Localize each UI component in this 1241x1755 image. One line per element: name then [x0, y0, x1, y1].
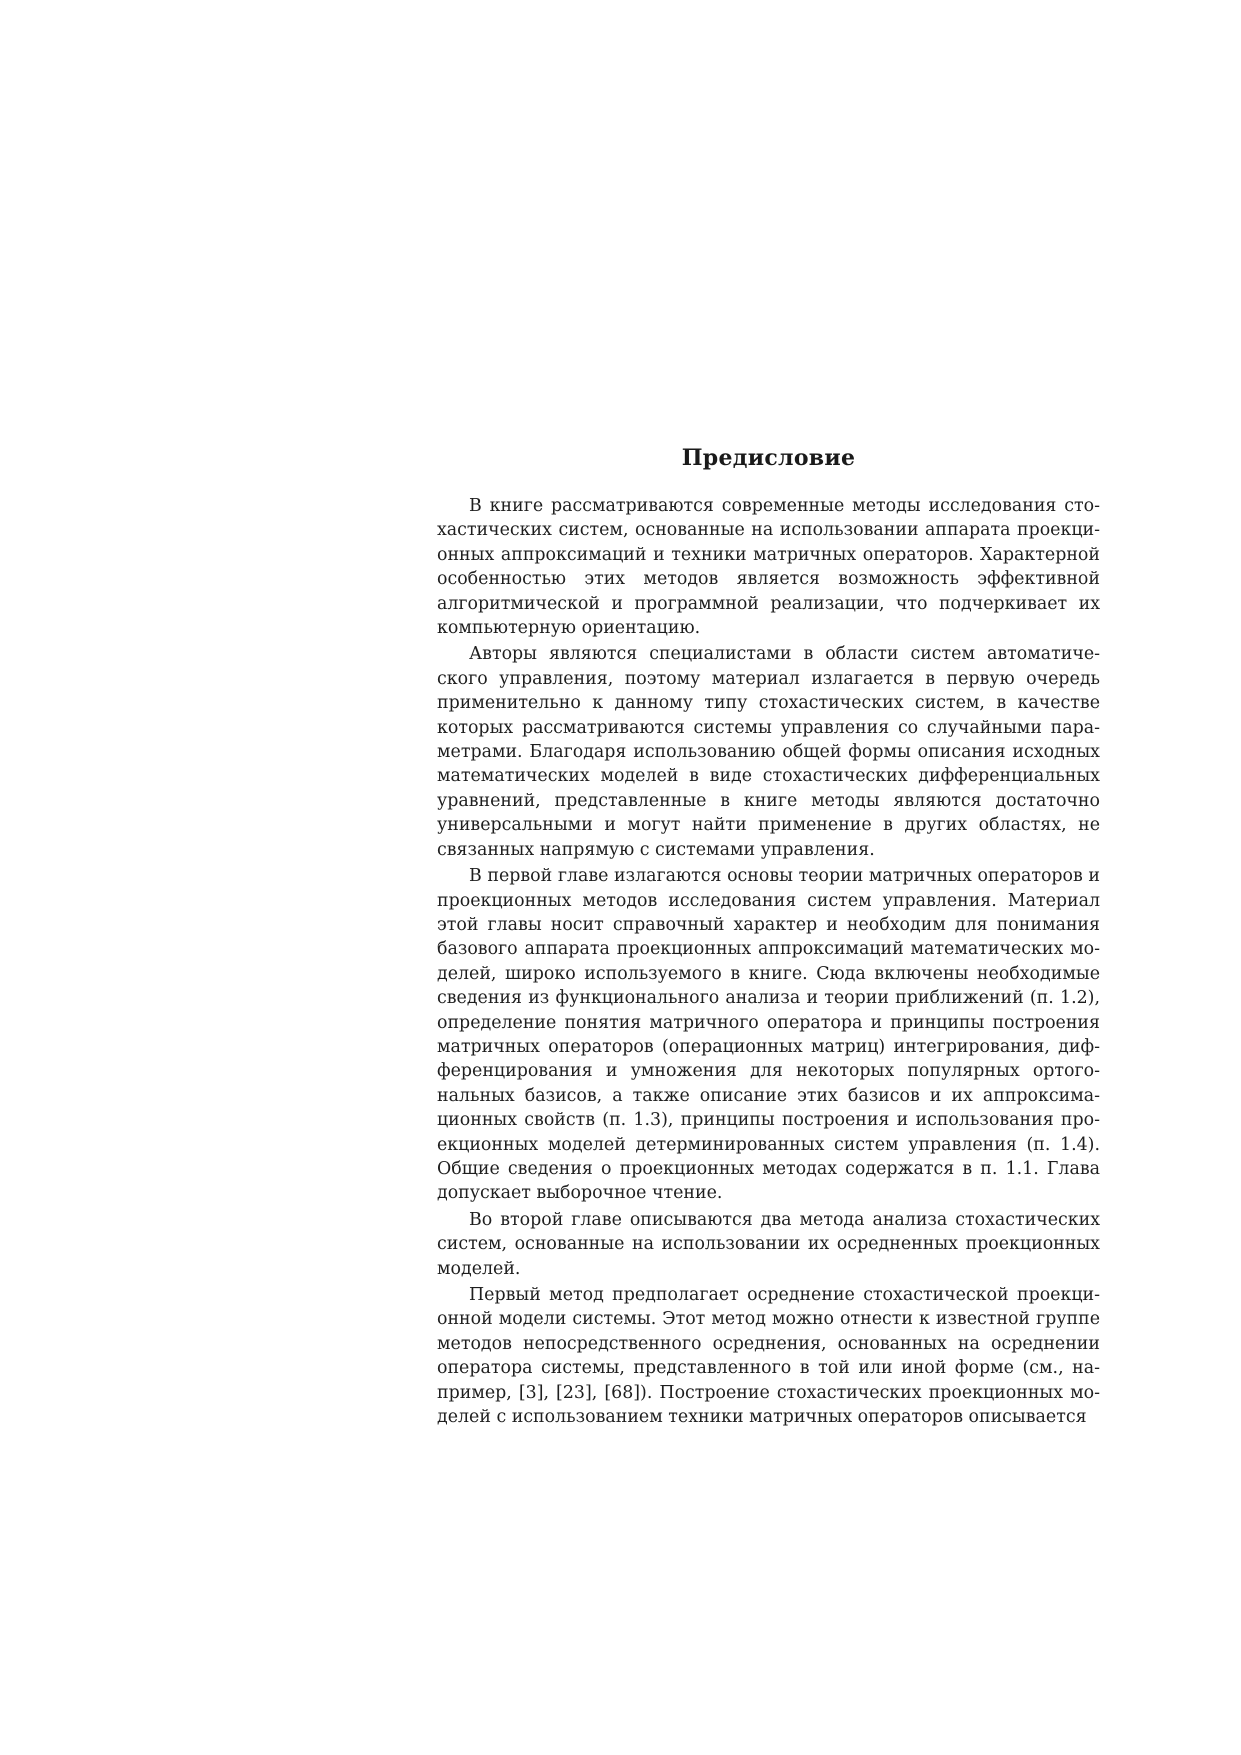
paragraph: Авторы являются специалистами в области систем автоматического управления, поэтому материал излагается в первую очередь применительно к данному типу стохастических систем, в качестве которых рассматриваются системы управления со случайными параметрами. Благодаря использованию общей формы описания исходных математических моделей в виде стохастических дифференциальных уравнений, представленные в книге методы являются достаточно универсальными и могут найти применение в других областях, не связанных напрямую с системами управления. [437, 644, 1100, 860]
paragraph: В первой главе излагаются основы теории матричных операторов и проекционных методов исследования систем управления. Материал этой главы носит справочный характер и необходим для понимания базового аппарата проекционных аппроксимаций математических моделей, широко используемого в книге. Сюда включены необходимые сведения из функционального анализа и теории приближений (п. 1.2), определение понятия матричного оператора и принципы построения матричных операторов (операционных матриц) интегрирования, дифференцирования и умножения для некоторых популярных ортогональных базисов, а также описание этих базисов и их аппроксимационных свойств (п. 1.3), принципы построения и использования проекционных моделей детерминированных систем управления (п. 1.4). Общие сведения о проекционных методах содержатся в п. 1.1. Глава допускает выборочное чтение. [437, 866, 1100, 1204]
preface-section [437, 444, 1100, 1431]
paragraph: В книге рассматриваются современные методы исследования стохастических систем, основанные на использовании аппарата проекционных аппроксимаций и техники матричных операторов. Характерной особенностью этих методов является возможность эффективной алгоритмической и программной реализации, что подчеркивает их компьютерную ориентацию. [437, 496, 1100, 639]
paragraph: Во второй главе описываются два метода анализа стохастических систем, основанные на использовании их осредненных проекционных моделей. [437, 1209, 1100, 1279]
paragraph: Первый метод предполагает осреднение стохастической проекционной модели системы. Этот метод можно отнести к известной группе методов непосредственного осреднения, основанных на осреднении оператора системы, представленного в той или иной форме (см., например, [3], [23], [68]). Построение стохастических проекционных моделей с использованием техники матричных операторов описывается [437, 1285, 1100, 1428]
page-title: Предисловие [681, 445, 856, 471]
